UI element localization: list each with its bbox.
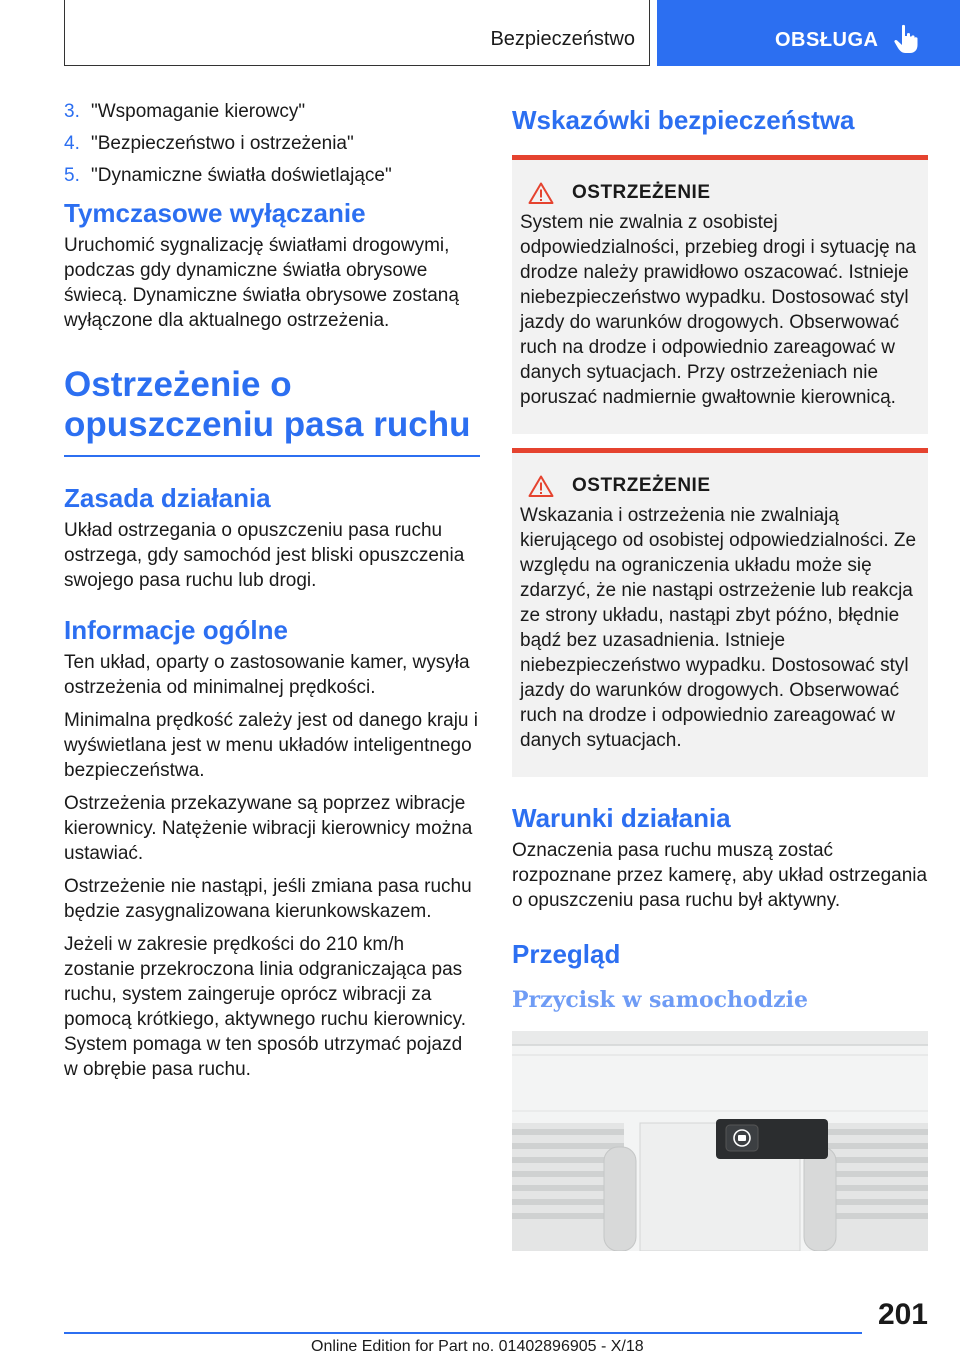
page-number: 201 [877, 1298, 928, 1331]
list-item [64, 100, 480, 124]
conditions-text: Oznaczenia pasa ruchu muszą zostać rozpoznane przez kamerę, aby układ ostrzegania o opuszczeniu pasa ruchu był aktywny. [512, 840, 928, 911]
warning-box [512, 448, 928, 777]
header-section-box [64, 0, 650, 66]
warning-box [512, 155, 928, 434]
dashboard-illustration [512, 1031, 928, 1251]
list-number: 3. [64, 101, 80, 122]
header-section-title: Bezpieczeństwo [490, 28, 635, 50]
warning-title [528, 475, 920, 497]
warning-text: Wskazania i ostrzeżenia nie zwalniają kierującego od osobistej odpowiedzialności. Ze względu na ograniczenia układu może się zdarzyć, że nie nastąpi ostrzeżenie lub reakcja ze strony układu, nastąpi zbyt późno, błędnie bądź bez uzasadnienia. Istnieje niebezpieczeństwo wypadku. Dostosować styl jazdy do warunków drogowych. Obserwować ruch na drodze i odpowiednio zareagować w danych sytuacjach. [520, 505, 917, 751]
list-text: "Dynamiczne światła doświetlające" [91, 165, 392, 186]
header-chapter-title: OBSŁUGA [775, 29, 879, 51]
conditions-heading: Warunki działania [512, 803, 731, 833]
safety-heading: Wskazówki bezpieczeństwa [512, 105, 855, 135]
list-text: "Bezpieczeństwo i ostrzeżenia" [91, 133, 354, 154]
dashboard-button-photo [512, 1031, 928, 1251]
warning-text: System nie zwalnia z osobistej odpowiedzialności, przebieg drogi i sytuację na drodze należy prawidłowo oszacować. Istnieje niebezpieczeństwo wypadku. Dostosować styl jazdy do warunków drogowych. Obserwować ruch na drodze i odpowiednio zareagować w danych sytuacjach. Przy ostrzeżeniach nie poruszać nadmiernie gwałtownie kierownicą. [520, 212, 917, 408]
list-text: "Wspomaganie kierowcy" [91, 101, 306, 122]
list-item [64, 164, 480, 188]
general-paragraph: Minimalna prędkość zależy jest od danego kraju i wyświetlana jest w menu układów inteligentnego bezpieczeństwa. [64, 709, 478, 781]
general-heading: Informacje ogólne [64, 614, 288, 645]
principle-text: Układ ostrzegania o opuszczeniu pasa ruchu ostrzega, gdy samochód jest bliski opuszczenia swojego pasa ruchu lub drogi. [64, 519, 465, 591]
principle-heading: Zasada działania [64, 482, 271, 513]
left-column [64, 100, 480, 1082]
warning-label: OSTRZEŻENIE [572, 475, 711, 496]
button-heading: Przycisk w samochodzie [512, 987, 808, 1013]
general-paragraph: Ostrzeżenie nie nastąpi, jeśli zmiana pasa ruchu będzie zasygnalizowana kierunkowskazem. [64, 875, 472, 922]
list-number: 4. [64, 133, 80, 154]
general-paragraph: Jeżeli w zakresie prędkości do 210 km/h zostanie przekroczona linia odgraniczająca pas ruchu, system zaingeruje oprócz wibracji za pomocą krótkiego, aktywnego ruchu kierownicy. System pomaga w ten sposób utrzymać pojazd w obrębie pasa ruchu. [64, 933, 467, 1080]
overview-heading: Przegląd [512, 939, 621, 969]
heading-rule [64, 455, 480, 457]
numbered-list [64, 100, 480, 188]
pointing-hand-icon [893, 24, 919, 54]
general-paragraph: Ostrzeżenia przekazywane są poprzez wibracje kierownicy. Natężenie wibracji kierownicy można ustawiać. [64, 792, 473, 864]
general-paragraph: Ten układ, oparty o zastosowanie kamer, wysyła ostrzeżenia od minimalnej prędkości. [64, 651, 470, 698]
warning-title [528, 182, 920, 204]
right-column [512, 100, 928, 1251]
header-chapter-tab [657, 0, 960, 66]
main-heading: Ostrzeżenie o opuszczeniu pasa ruchu [64, 365, 471, 444]
warning-triangle-icon [528, 475, 554, 497]
list-item [64, 132, 480, 156]
warning-label: OSTRZEŻENIE [572, 182, 711, 203]
warning-triangle-icon [528, 182, 554, 204]
list-number: 5. [64, 165, 80, 186]
temp-off-heading: Tymczasowe wyłączanie [64, 198, 366, 228]
footer-rule [64, 1332, 862, 1334]
footer-edition: Online Edition for Part no. 01402896905 - X/18 [311, 1338, 644, 1355]
temp-off-text: Uruchomić sygnalizację światłami drogowymi, podczas gdy dynamiczne światła obrysowe świecą. Dynamiczne światła obrysowe zostaną wyłączone dla aktualnego ostrzeżenia. [64, 235, 459, 331]
